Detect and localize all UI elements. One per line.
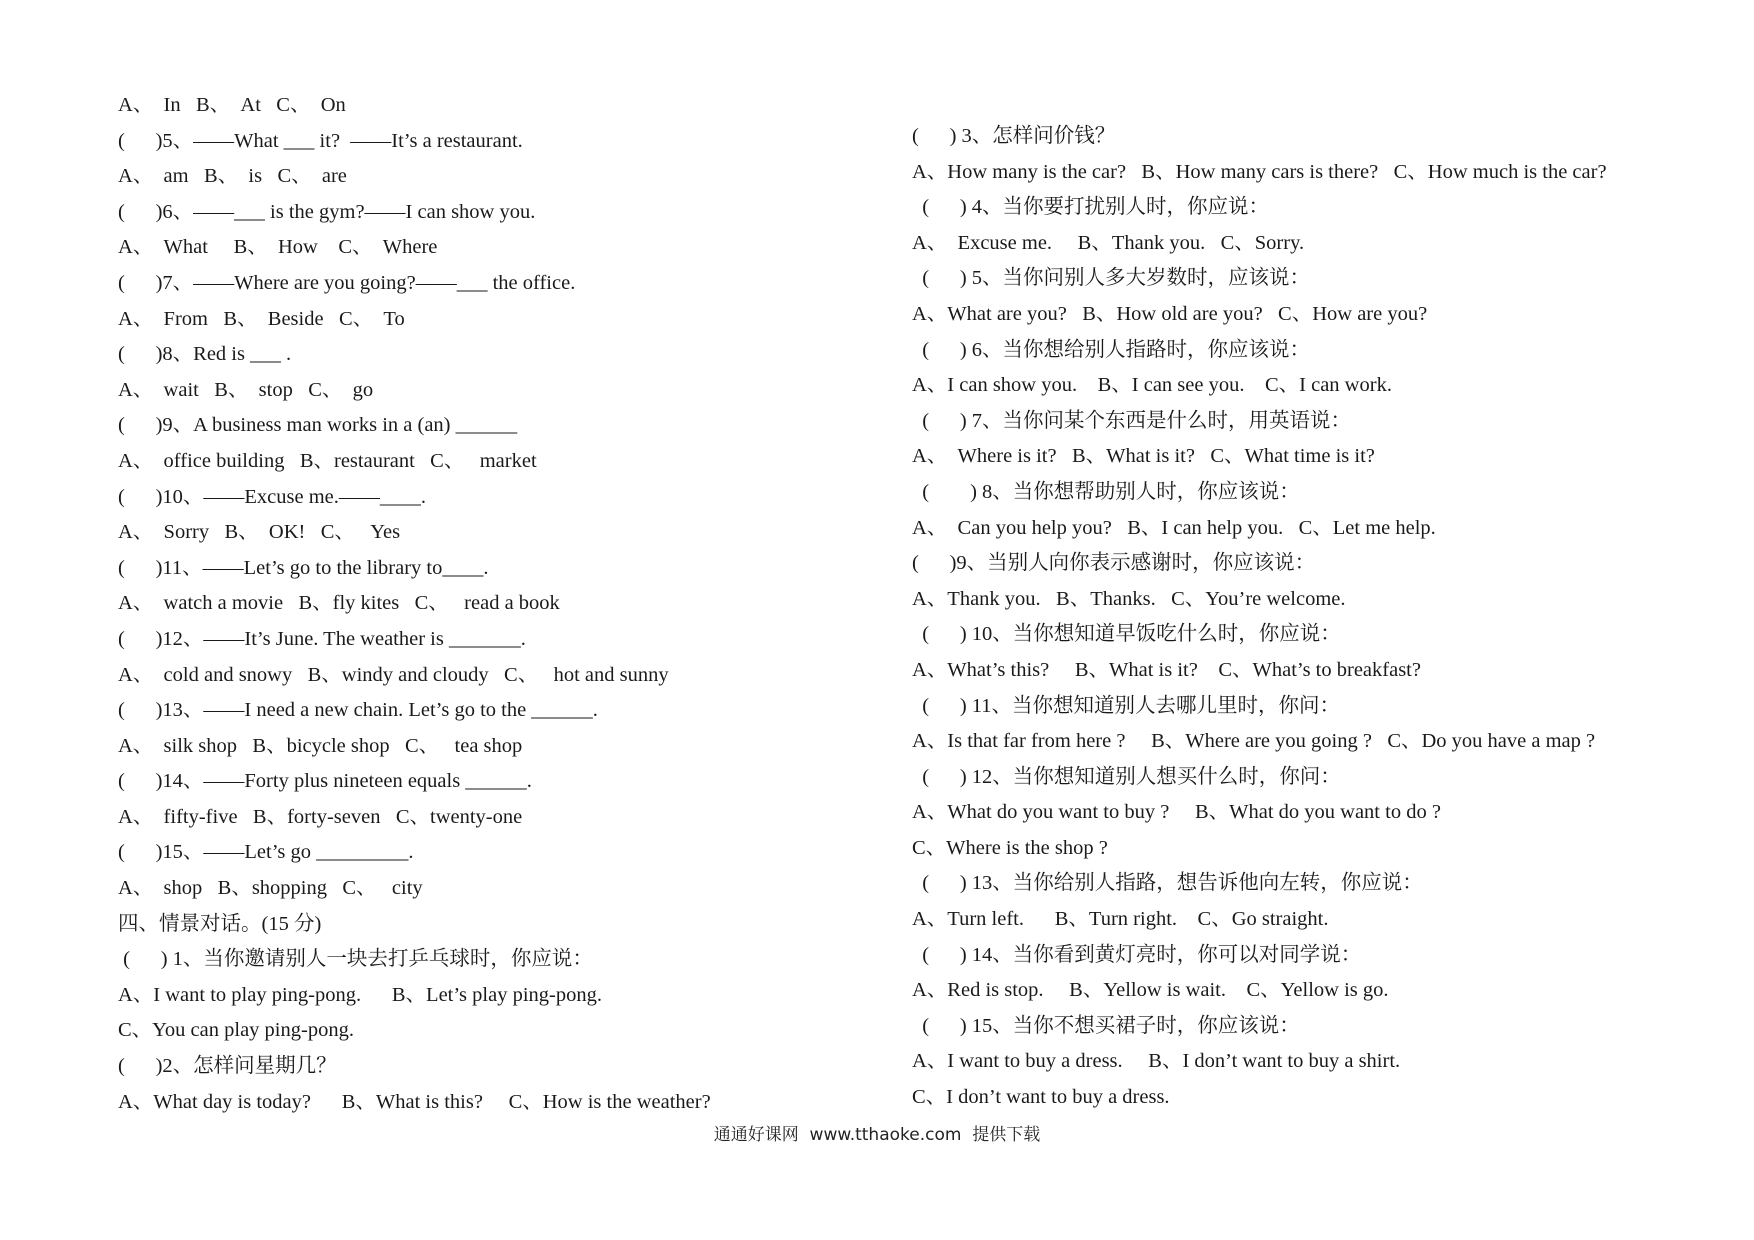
left-line: A、 Sorry B、 OK! C、 Yes xyxy=(118,521,401,544)
right-line: ( ) 4、当你要打扰别人时，你应说： xyxy=(912,196,1270,219)
right-line: A、 Excuse me. B、Thank you. C、Sorry. xyxy=(912,231,1305,254)
left-line: A、 fifty-five B、forty-seven C、twenty-one xyxy=(118,805,523,828)
left-line: ( )2、怎样问星期几？ xyxy=(118,1055,337,1078)
left-line: C、You can play ping-pong. xyxy=(118,1019,354,1042)
right-line: ( ) 15、当你不想买裙子时，你应该说： xyxy=(912,1014,1300,1037)
left-line: ( )5、——What ___ it? ——It’s a restaurant. xyxy=(118,129,523,152)
right-line: ( ) 5、当你问别人多大岁数时，应该说： xyxy=(912,267,1311,290)
left-line: A、I want to play ping-pong. B、Let’s play ping-pong. xyxy=(118,983,602,1006)
right-line: ( ) 13、当你给别人指路，想告诉他向左转，你应说： xyxy=(912,872,1423,895)
left-line: A、 watch a movie B、fly kites C、 read a book xyxy=(118,592,560,615)
right-line: ( )9、当别人向你表示感谢时，你应该说： xyxy=(912,552,1316,575)
right-line: A、Thank you. B、Thanks. C、You’re welcome. xyxy=(912,587,1346,610)
right-line: ( ) 12、当你想知道别人想买什么时，你问： xyxy=(912,765,1341,788)
right-line: ( ) 11、当你想知道别人去哪儿里时，你问： xyxy=(912,694,1341,717)
left-line: ( )11、——Let’s go to the library to____. xyxy=(118,556,489,579)
left-column xyxy=(118,88,898,1120)
right-line: A、I can show you. B、I can see you. C、I can work. xyxy=(912,374,1392,397)
left-line: ( )14、——Forty plus nineteen equals ______. xyxy=(118,770,532,793)
left-line: A、What day is today? B、What is this? C、How is the weather? xyxy=(118,1090,711,1113)
left-line: ( )13、——I need a new chain. Let’s go to the ______. xyxy=(118,699,598,722)
right-line: A、Red is stop. B、Yellow is wait. C、Yellow is go. xyxy=(912,979,1389,1002)
right-line: A、 Where is it? B、What is it? C、What time is it? xyxy=(912,445,1375,468)
left-line: ( )15、——Let’s go _________. xyxy=(118,841,414,864)
right-line: ( ) 6、当你想给别人指路时，你应该说： xyxy=(912,338,1311,361)
left-line: A、 office building B、restaurant C、 market xyxy=(118,449,537,472)
right-line: A、 Can you help you? B、I can help you. C、Let me help. xyxy=(912,516,1436,539)
left-line: ( )9、A business man works in a (an) ______ xyxy=(118,414,518,437)
left-line: A、 shop B、shopping C、 city xyxy=(118,877,423,900)
left-line: 四、情景对话。(15 分) xyxy=(118,912,322,935)
right-line: C、I don’t want to buy a dress. xyxy=(912,1086,1170,1109)
left-line: ( )12、——It’s June. The weather is _______. xyxy=(118,627,526,650)
left-line: ( )6、——___ is the gym?——I can show you. xyxy=(118,200,536,223)
right-line: ( ) 10、当你想知道早饭吃什么时，你应说： xyxy=(912,623,1341,646)
left-line: A、 am B、 is C、 are xyxy=(118,165,347,188)
right-line: A、What’s this? B、What is it? C、What’s to breakfast? xyxy=(912,658,1421,681)
right-line: ( ) 3、怎样问价钱？ xyxy=(912,125,1116,147)
left-line: ( )10、——Excuse me.——____. xyxy=(118,485,427,508)
right-line: A、Turn left. B、Turn right. C、Go straight. xyxy=(912,908,1329,931)
left-line: A、 What B、 How C、 Where xyxy=(118,236,438,259)
left-line: ( ) 1、当你邀请别人一块去打乒乓球时，你应说： xyxy=(118,948,593,971)
left-line: A、 wait B、 stop C、 go xyxy=(118,378,374,401)
right-line: A、I want to buy a dress. B、I don’t want to buy a shirt. xyxy=(912,1050,1401,1073)
right-column xyxy=(912,119,1702,1116)
left-line: ( )8、Red is ___ . xyxy=(118,343,292,366)
right-line: A、Is that far from here ? B、Where are you going ? C、Do you have a map ? xyxy=(912,730,1596,753)
right-line: C、Where is the shop ? xyxy=(912,836,1108,859)
left-line: A、 silk shop B、bicycle shop C、 tea shop xyxy=(118,734,523,757)
right-line: ( ) 8、当你想帮助别人时，你应该说： xyxy=(912,480,1300,503)
right-line: ( ) 14、当你看到黄灯亮时，你可以对同学说： xyxy=(912,943,1362,966)
left-line: A、 In B、 At C、 On xyxy=(118,94,346,116)
right-line: A、What are you? B、How old are you? C、How are you? xyxy=(912,302,1428,325)
right-line: A、What do you want to buy ? B、What do you want to do ? xyxy=(912,801,1441,824)
left-line: ( )7、——Where are you going?——___ the office. xyxy=(118,271,576,294)
left-line: A、 From B、 Beside C、 To xyxy=(118,307,405,330)
right-line: ( ) 7、当你问某个东西是什么时，用英语说： xyxy=(912,409,1352,432)
right-line: A、How many is the car? B、How many cars is there? C、How much is the car? xyxy=(912,160,1607,183)
left-line: A、 cold and snowy B、windy and cloudy C、 hot and sunny xyxy=(118,663,669,686)
page-footer: 通通好课网 www.tthaoke.com 提供下载 xyxy=(713,1125,1041,1145)
